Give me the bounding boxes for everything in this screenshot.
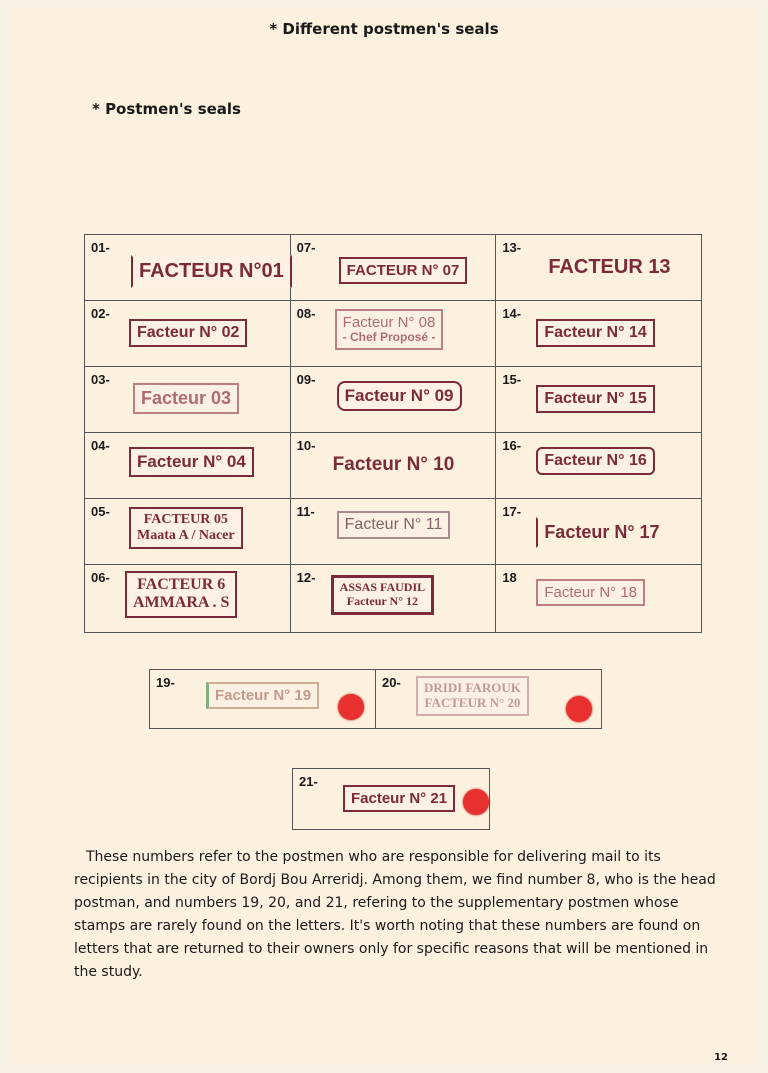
seal-stamp <box>536 319 654 347</box>
seal-number: 20- <box>382 675 401 690</box>
seal-number: 05- <box>91 504 110 519</box>
seal-text: Facteur N° 15 <box>544 390 647 407</box>
seal-text: FACTEUR 05 <box>143 512 228 527</box>
seal-cell <box>85 565 291 633</box>
seal-stamp <box>331 575 434 615</box>
seal-number: 15- <box>502 372 522 387</box>
seal-stamp <box>416 676 529 716</box>
seal-cell <box>290 433 496 499</box>
seal-stamp <box>129 447 254 477</box>
seal-text-line2: - Chef Proposé - <box>342 330 436 345</box>
seal-number: 18 <box>502 570 517 585</box>
seal-cell <box>496 367 702 433</box>
seal-text: Facteur 03 <box>141 388 232 408</box>
page-number: 12 <box>714 1052 728 1063</box>
seal-stamp <box>540 251 678 284</box>
seal-number: 04- <box>91 438 110 453</box>
seal-stamp <box>131 255 292 288</box>
seal-number: 11- <box>296 504 315 519</box>
seal-number: 17- <box>502 504 522 519</box>
seal-number: 08- <box>296 306 316 321</box>
supplementary-seal-21 <box>292 768 490 830</box>
seal-text: Facteur N° 14 <box>544 324 647 341</box>
seal-cell <box>290 235 496 301</box>
seal-text: FACTEUR N° 07 <box>346 262 460 279</box>
seal-number: 21- <box>299 774 318 789</box>
seals-table <box>84 234 702 633</box>
seal-cell <box>85 433 291 499</box>
seal-stamp <box>343 785 455 812</box>
seal-text-line2: Facteur N° 12 <box>346 593 418 608</box>
seal-number: 16- <box>502 438 522 453</box>
seal-text-line2: Maata A / Nacer <box>137 528 235 544</box>
seal-cell <box>85 235 291 301</box>
seal-stamp <box>129 507 243 549</box>
seal-stamp <box>536 385 654 413</box>
seal-cell <box>85 499 291 565</box>
seal-text: ASSAS FAUDIL <box>339 580 426 594</box>
seal-stamp <box>125 571 237 618</box>
wax-seal-icon <box>566 696 592 722</box>
seal-text: Facteur N° 02 <box>137 324 240 341</box>
seal-number: 14- <box>502 306 522 321</box>
explanation-paragraph: These numbers refer to the postmen who are responsible for delivering mail to its recipients in the city of Bordj Bou Arreridj. Among them, we find number 8, who is the head postman, and numbers 19, 20, and 21, refering to the supplementary postmen whose stamps are rarely found on the letters. It's worth noting that these numbers are found on letters that are returned to their owners only for specific reasons that will be mentioned in the study. <box>74 849 716 980</box>
seal-text-line2: FACTEUR N° 20 <box>424 694 521 710</box>
seal-cell <box>496 433 702 499</box>
seal-number: 01- <box>91 240 110 255</box>
seal-cell <box>496 565 702 633</box>
seal-stamp <box>325 449 463 481</box>
seal-number: 07- <box>296 240 316 255</box>
seal-stamp <box>337 511 451 539</box>
seal-cell <box>496 235 702 301</box>
seal-stamp <box>536 447 654 475</box>
seal-text: Facteur N° 09 <box>344 386 454 405</box>
seal-text: Facteur N° 18 <box>544 584 638 601</box>
seal-number: 12- <box>296 570 316 585</box>
seal-text: FACTEUR N°01 <box>139 260 284 282</box>
seal-number: 10- <box>296 438 316 453</box>
seal-text: DRIDI FAROUK <box>424 680 521 695</box>
wax-seal-icon <box>463 789 489 815</box>
seal-stamp <box>133 383 239 414</box>
seal-stamp <box>339 257 468 284</box>
seal-text: FACTEUR 13 <box>548 256 671 278</box>
seal-stamp <box>129 319 247 347</box>
seal-number: 19- <box>156 675 175 690</box>
seal-number: 03- <box>91 372 110 387</box>
seal-cell <box>290 499 496 565</box>
seal-cell <box>290 565 496 633</box>
seal-cell <box>85 367 291 433</box>
section-heading: * Postmen's seals <box>92 100 241 118</box>
seal-text: Facteur N° 10 <box>332 454 455 475</box>
seal-stamp <box>536 517 667 548</box>
seal-number: 06- <box>91 570 110 585</box>
seal-text: Facteur N° 19 <box>215 687 312 704</box>
supplementary-seals-table <box>149 669 602 729</box>
seal-text: Facteur N° 21 <box>351 790 448 807</box>
seal-cell <box>290 301 496 367</box>
document-page <box>12 8 756 1063</box>
seal-cell <box>293 769 490 830</box>
seal-stamp <box>536 579 645 606</box>
seal-cell <box>496 301 702 367</box>
seal-text: Facteur N° 11 <box>344 516 443 533</box>
seal-text: Facteur N° 04 <box>137 452 246 471</box>
seal-text-line2: AMMARA . S <box>133 594 230 612</box>
seal-cell <box>376 670 602 729</box>
seal-text: FACTEUR 6 <box>137 576 226 593</box>
seal-stamp <box>337 381 462 411</box>
seal-cell <box>290 367 496 433</box>
seal-text: Facteur N° 08 <box>342 314 436 331</box>
seal-cell <box>150 670 376 729</box>
wax-seal-icon <box>338 694 364 720</box>
seal-text: Facteur N° 16 <box>544 452 647 469</box>
seal-cell <box>496 499 702 565</box>
seal-stamp <box>206 682 319 709</box>
seal-number: 02- <box>91 306 110 321</box>
seal-text: Facteur N° 17 <box>544 522 660 542</box>
seal-number: 13- <box>502 240 522 255</box>
page-heading: * Different postmen's seals <box>269 20 499 38</box>
seal-number: 09- <box>296 372 316 387</box>
seal-stamp <box>335 309 444 350</box>
seal-cell <box>85 301 291 367</box>
